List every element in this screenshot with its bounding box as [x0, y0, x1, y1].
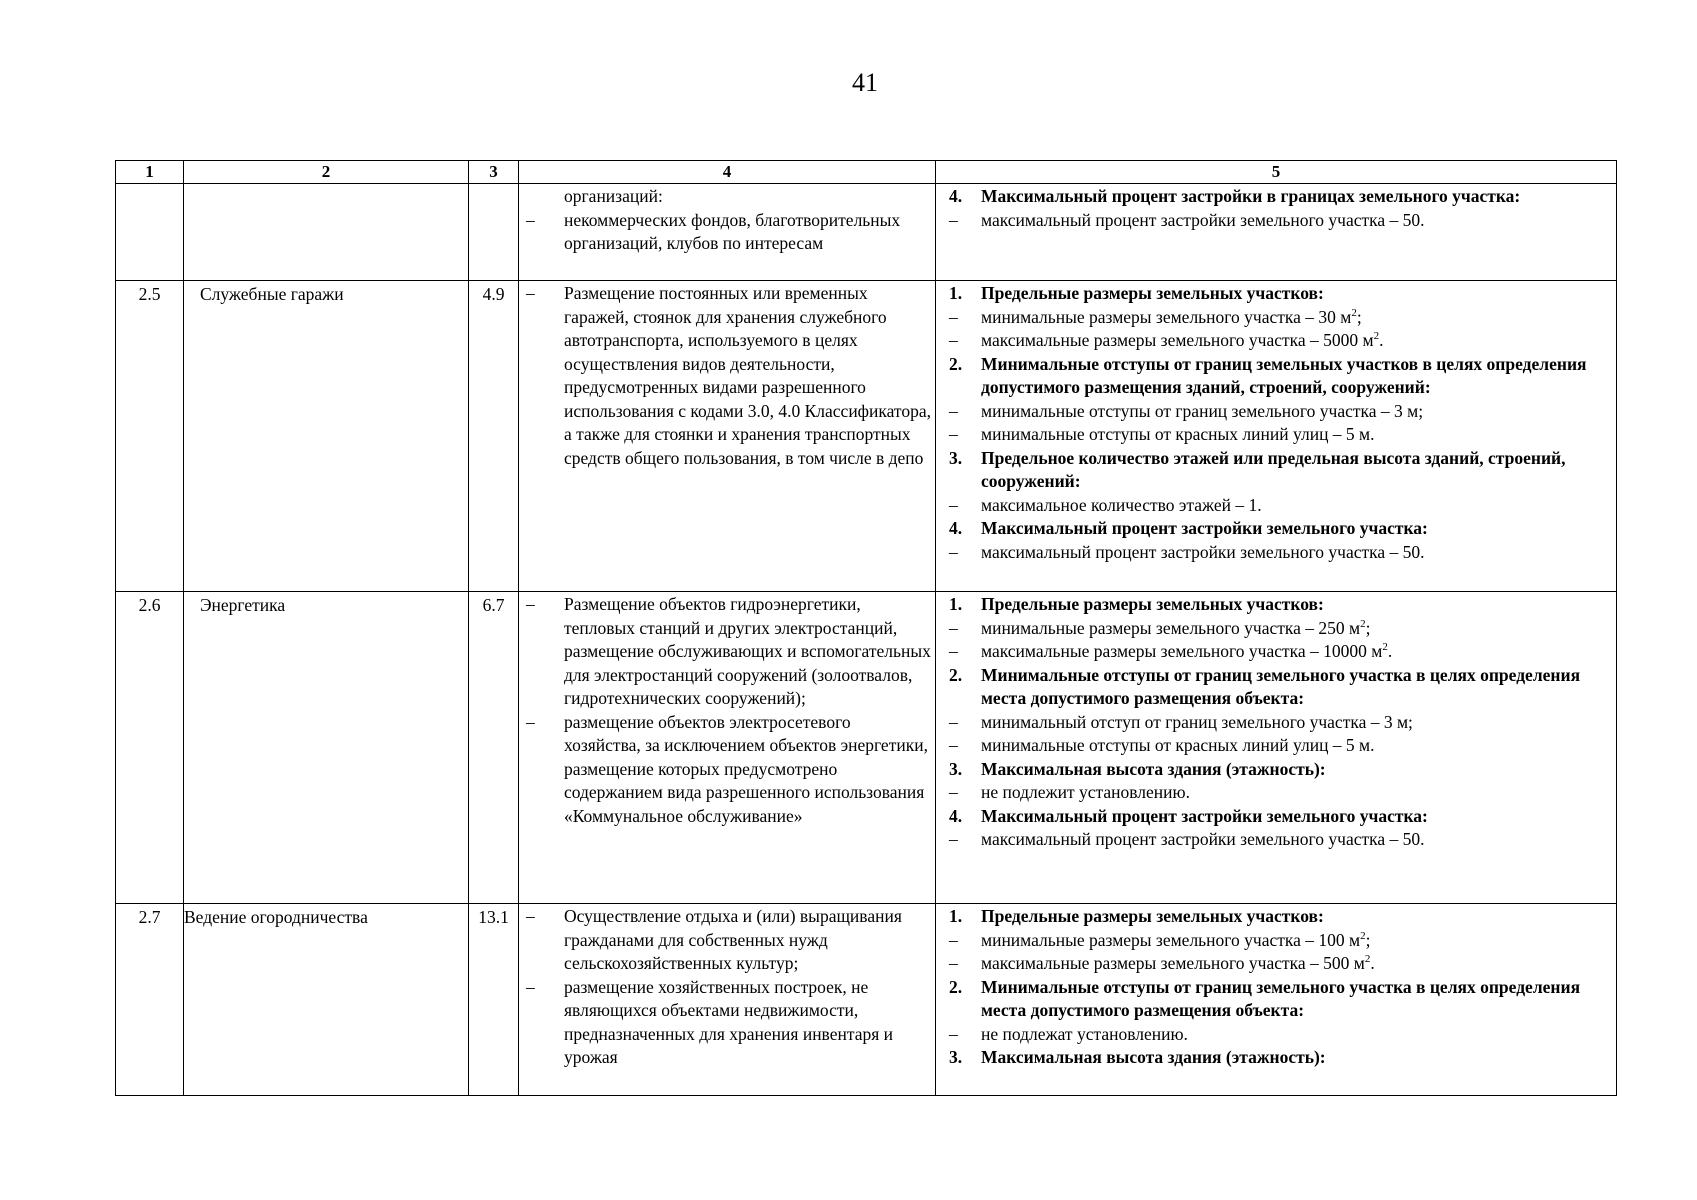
parameter-item-text: максимальный процент застройки земельного участка – 50. [981, 829, 1425, 849]
parameter-item-text: максимальный процент застройки земельного участка – 50. [981, 209, 1425, 230]
classifier-code-cell: 13.1 [469, 904, 519, 1096]
page-number: 41 [852, 68, 878, 97]
parameter-item [936, 423, 1612, 447]
punctuation: . [1370, 953, 1375, 973]
parameter-item [936, 640, 1612, 664]
header-row [116, 161, 1617, 184]
description-cell [519, 592, 936, 904]
header-col-4: 4 [519, 161, 936, 184]
header-col-3: 3 [469, 161, 519, 184]
description-item: – Размещение постоянных или временных гаражей, стоянок для хранения служебного автотранспорта, используемого в целях осуществления видов деятельности, предусмотренных видами разрешенного использования с кодами 3.0, 4.0 Классификатора, а также для стоянки и хранения транспортных средств общего пользования, в том числе в депо [519, 282, 931, 470]
parameters-cell [936, 281, 1617, 592]
dash-marker: – [949, 617, 958, 638]
dash-marker: – [949, 735, 958, 755]
table-row [116, 184, 1617, 281]
zoning-table [115, 160, 1617, 1096]
punctuation: ; [1365, 929, 1371, 950]
superscript: 2 [1364, 953, 1371, 966]
parameter-heading [936, 905, 1612, 929]
usage-name-cell: Служебные гаражи [184, 281, 469, 592]
parameter-number: 3. [949, 758, 963, 779]
parameter-item-text: минимальные размеры земельного участка – 100 м [981, 929, 1361, 950]
description-cell [519, 281, 936, 592]
parameters-list [936, 184, 1616, 232]
table-row [116, 592, 1617, 904]
parameter-heading-text: Максимальная высота здания (этажность): [981, 758, 1326, 779]
parameter-number: 4. [949, 186, 963, 206]
description-item: – Осуществление отдыха и (или) выращивания гражданами для собственных нужд сельскохозяйственных культур; [519, 905, 931, 976]
parameter-heading-text: Предельное количество этажей или предельная высота зданий, строений, сооружений: [981, 447, 1566, 491]
dash-marker: – [949, 209, 958, 230]
description-item: – размещение хозяйственных построек, не являющихся объектами недвижимости, предназначенных для хранения инвентаря и урожая [519, 976, 931, 1070]
parameter-number: 3. [949, 447, 963, 468]
parameter-item [936, 1023, 1612, 1047]
description-cell [519, 184, 936, 281]
parameter-item [936, 400, 1612, 424]
parameter-heading [936, 805, 1612, 829]
parameter-number: 1. [949, 906, 963, 926]
description-item: – размещение объектов электросетевого хозяйства, за исключением объектов энергетики, размещение которых предусмотрено содержанием вида разрешенного использования «Коммунальное обслуживание» [519, 711, 931, 829]
parameter-item [936, 734, 1612, 758]
parameter-heading [936, 517, 1612, 541]
superscript: 2 [1373, 330, 1380, 343]
table-body [116, 184, 1617, 1096]
parameter-heading-text: Максимальный процент застройки земельного участка: [981, 518, 1428, 538]
parameter-heading [936, 664, 1612, 711]
parameter-item-text: минимальные отступы от красных линий улиц – 5 м. [981, 424, 1375, 444]
usage-name-cell [184, 184, 469, 281]
row-number-cell: 2.6 [116, 592, 184, 904]
parameter-item-text: максимальное количество этажей – 1. [981, 494, 1262, 515]
description-cell [519, 904, 936, 1096]
parameter-item-text: максимальный процент застройки земельного участка – 50. [981, 541, 1425, 562]
parameter-heading [936, 185, 1612, 209]
parameter-heading-text: Предельные размеры земельных участков: [981, 594, 1324, 614]
row-number-cell [116, 184, 184, 281]
description-item: – некоммерческих фондов, благотворительных организаций, клубов по интересам [519, 209, 931, 256]
parameter-heading [936, 758, 1612, 782]
parameter-item [936, 828, 1612, 852]
parameters-cell [936, 904, 1617, 1096]
parameter-number: 4. [949, 518, 963, 538]
parameters-list [936, 904, 1616, 1070]
dash-marker: – [949, 711, 958, 732]
header-col-5: 5 [936, 161, 1617, 184]
parameter-heading-text: Максимальная высота здания (этажность): [981, 1047, 1326, 1067]
dash-marker: – [949, 306, 958, 327]
parameter-item-text: максимальные размеры земельного участка – 5000 м [981, 330, 1374, 350]
parameter-heading [936, 353, 1612, 400]
classifier-code-cell: 6.7 [469, 592, 519, 904]
dash-marker: – [949, 424, 958, 444]
parameter-heading-text: Минимальные отступы от границ земельного участка в целях определения места допустимого размещения объекта: [981, 664, 1581, 708]
parameters-list [936, 592, 1616, 852]
parameter-item-text: максимальные размеры земельного участка – 10000 м [981, 641, 1383, 661]
parameter-item [936, 541, 1612, 565]
superscript: 2 [1382, 641, 1388, 654]
parameter-heading [936, 282, 1612, 306]
dash-marker: – [949, 953, 958, 973]
parameter-number: 1. [949, 283, 963, 303]
usage-name-cell: Энергетика [184, 592, 469, 904]
dash-marker: – [949, 829, 958, 849]
classifier-code-cell: 4.9 [469, 281, 519, 592]
parameter-heading-text: Предельные размеры земельных участков: [981, 283, 1324, 303]
parameter-item-text: минимальные размеры земельного участка – 250 м [981, 617, 1361, 638]
description-list [519, 904, 935, 1070]
dash-marker: – [949, 494, 958, 515]
parameter-item [936, 617, 1612, 641]
parameter-item [936, 494, 1612, 518]
parameter-item-text: не подлежат установлению. [981, 1023, 1188, 1044]
punctuation: . [1379, 330, 1384, 350]
classifier-code-cell [469, 184, 519, 281]
punctuation: . [1387, 641, 1393, 661]
usage-name-cell: Ведение огородничества [184, 904, 469, 1096]
description-item: – Размещение объектов гидроэнергетики, тепловых станций и других электростанций, размещение обслуживающих и вспомогательных для электростанций сооружений (золоотвалов, гидротехнических сооружений); [519, 593, 931, 711]
parameter-heading-text: Максимальный процент застройки в границах земельного участка: [981, 186, 1521, 206]
dash-marker: – [949, 641, 958, 661]
description-list [519, 184, 935, 256]
row-number-cell: 2.5 [116, 281, 184, 592]
parameter-item-text: минимальные размеры земельного участка – 30 м [981, 306, 1352, 327]
parameter-heading-text: Предельные размеры земельных участков: [981, 906, 1324, 926]
parameter-number: 2. [949, 664, 963, 685]
parameter-item [936, 929, 1612, 953]
parameter-heading [936, 1046, 1612, 1070]
header-col-2: 2 [184, 161, 469, 184]
parameter-item [936, 329, 1612, 353]
dash-marker: – [949, 782, 958, 802]
parameter-heading-text: Максимальный процент застройки земельного участка: [981, 805, 1428, 826]
superscript: 2 [1351, 306, 1357, 319]
parameter-item [936, 952, 1612, 976]
table-row [116, 904, 1617, 1096]
parameter-item [936, 209, 1612, 233]
parameter-item [936, 781, 1612, 805]
parameter-number: 1. [949, 594, 963, 614]
punctuation: ; [1356, 306, 1362, 327]
punctuation: ; [1365, 617, 1371, 638]
header-col-1: 1 [116, 161, 184, 184]
row-number-cell: 2.7 [116, 904, 184, 1096]
parameter-heading [936, 593, 1612, 617]
parameter-item [936, 711, 1612, 735]
parameter-item-text: минимальные отступы от границ земельного участка – 3 м; [981, 400, 1424, 421]
parameters-cell [936, 184, 1617, 281]
description-list [519, 592, 935, 828]
parameter-heading-text: Минимальные отступы от границ земельных участков в целях определения допустимого размещения зданий, строений, сооружений: [981, 353, 1587, 397]
parameters-cell [936, 592, 1617, 904]
parameter-item [936, 306, 1612, 330]
parameter-item-text: минимальный отступ от границ земельного участка – 3 м; [981, 711, 1413, 732]
parameter-heading-text: Минимальные отступы от границ земельного участка в целях определения места допустимого размещения объекта: [981, 976, 1581, 1020]
parameter-heading [936, 447, 1612, 494]
parameter-item-text: минимальные отступы от красных линий улиц – 5 м. [981, 735, 1375, 755]
parameter-item-text: не подлежит установлению. [981, 782, 1190, 802]
dash-marker: – [949, 1023, 958, 1044]
parameters-list [936, 281, 1616, 564]
dash-marker: – [949, 541, 958, 562]
table-row [116, 281, 1617, 592]
superscript: 2 [1360, 929, 1366, 942]
parameter-heading [936, 976, 1612, 1023]
parameter-number: 4. [949, 805, 963, 826]
description-list [519, 281, 935, 470]
superscript: 2 [1360, 617, 1366, 630]
dash-marker: – [949, 929, 958, 950]
dash-marker: – [949, 330, 958, 350]
parameter-number: 3. [949, 1047, 963, 1067]
dash-marker: – [949, 400, 958, 421]
parameter-item-text: максимальные размеры земельного участка – 500 м [981, 953, 1365, 973]
parameter-number: 2. [949, 976, 963, 997]
description-item: организаций: [564, 186, 663, 206]
parameter-number: 2. [949, 353, 963, 374]
